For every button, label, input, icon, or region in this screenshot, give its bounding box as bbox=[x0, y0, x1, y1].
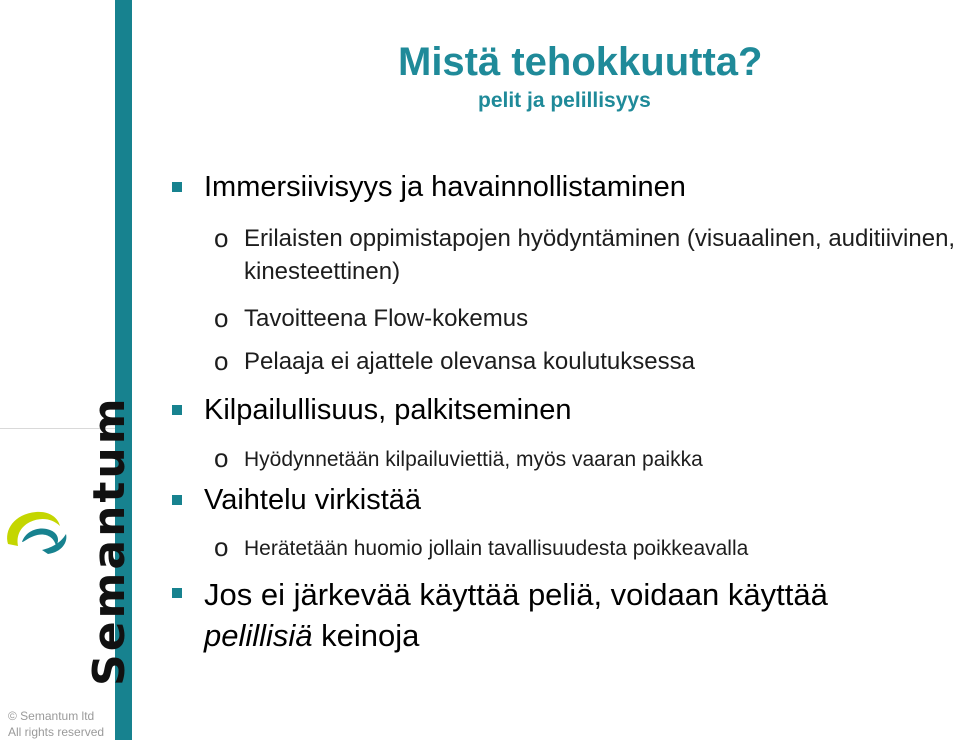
brand-wordmark: Semantum bbox=[84, 395, 135, 686]
square-bullet-icon bbox=[172, 495, 182, 505]
bullet-text-rest: keinoja bbox=[312, 618, 420, 653]
bullet-text-line-2 bbox=[204, 615, 419, 656]
square-bullet-icon bbox=[172, 405, 182, 415]
sub-bullet-text: Erilaisten oppimistapojen hyödyntäminen (visuaalinen, auditiivinen, kinesteettinen) bbox=[244, 225, 956, 285]
sub-bullet-text: Herätetään huomio jollain tavallisuudesta poikkeavalla bbox=[244, 537, 749, 560]
sub-bullet-text: Hyödynnetään kilpailuviettiä, myös vaaran paikka bbox=[244, 448, 703, 471]
sub-bullet-text: Tavoitteena Flow-kokemus bbox=[244, 305, 529, 332]
bullet-text-line-1: Jos ei järkevää käyttää peliä, voidaan käyttää bbox=[204, 577, 828, 612]
emphasis-text: pelillisiä bbox=[204, 618, 313, 653]
bullet-text: Kilpailullisuus, palkitseminen bbox=[204, 394, 572, 426]
slide-subtitle: pelit ja pelillisyys bbox=[478, 89, 651, 112]
sub-bullet-text: Pelaaja ei ajattele olevansa koulutuksessa bbox=[244, 348, 695, 375]
copyright-line-1: © Semantum ltd bbox=[8, 709, 95, 723]
circle-bullet-icon: o bbox=[214, 443, 229, 473]
copyright-notice bbox=[8, 708, 104, 740]
semantum-logo-icon bbox=[2, 500, 74, 558]
circle-bullet-icon: o bbox=[214, 223, 229, 253]
circle-bullet-icon: o bbox=[214, 532, 229, 562]
bullet-text: Vaihtelu virkistää bbox=[204, 484, 422, 516]
slide-title: Mistä tehokkuutta? bbox=[398, 40, 763, 84]
bullet-text: Immersiivisyys ja havainnollistaminen bbox=[204, 171, 686, 203]
copyright-line-2: All rights reserved bbox=[8, 725, 105, 739]
square-bullet-icon bbox=[172, 588, 182, 598]
square-bullet-icon bbox=[172, 182, 182, 192]
circle-bullet-icon: o bbox=[214, 303, 229, 333]
circle-bullet-icon: o bbox=[214, 346, 229, 376]
